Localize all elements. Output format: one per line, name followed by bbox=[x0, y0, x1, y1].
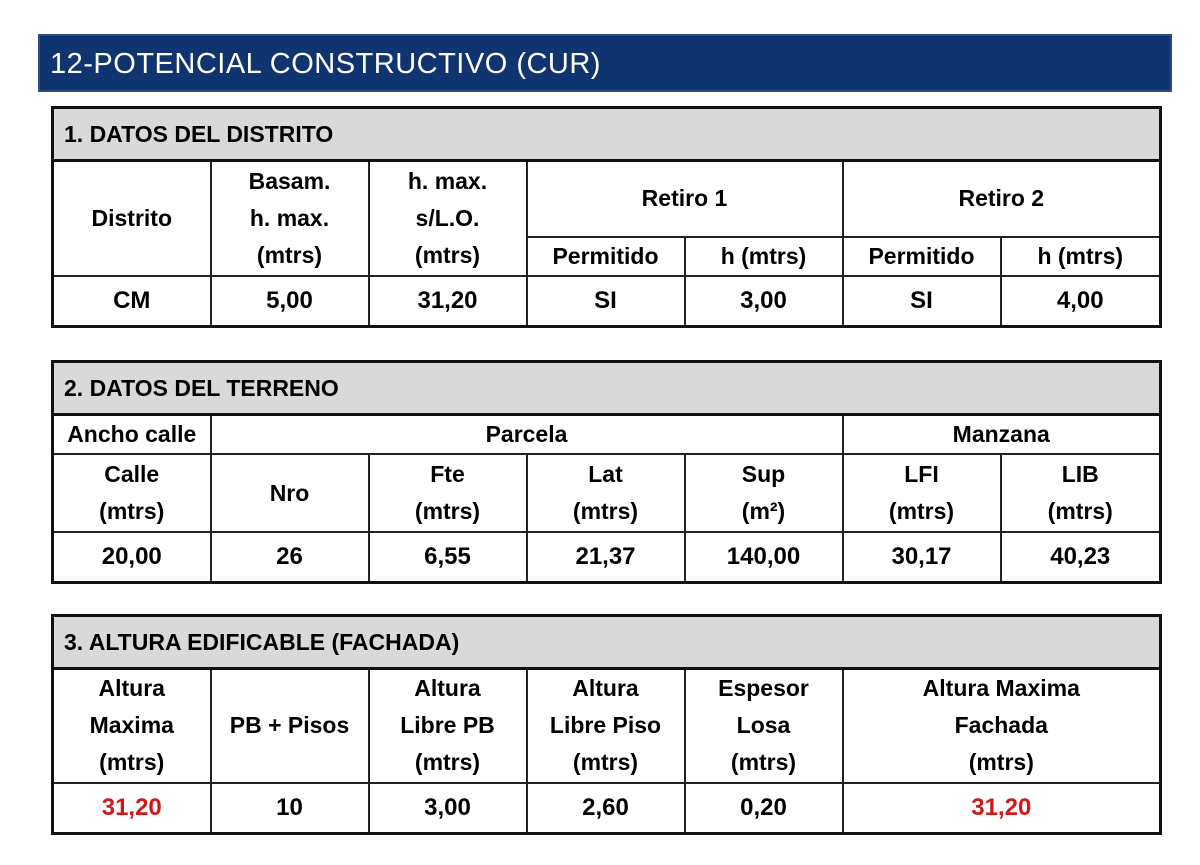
value-altura-libre-piso: 2,60 bbox=[527, 783, 685, 834]
header-line: Fte bbox=[430, 461, 465, 487]
header-line: (mtrs) bbox=[1047, 498, 1113, 524]
header-pb-pisos: PB + Pisos bbox=[211, 669, 369, 783]
header-line: Basam. bbox=[248, 167, 331, 194]
section-title: 1. DATOS DEL DISTRITO bbox=[53, 108, 1161, 161]
header-sup bbox=[685, 454, 843, 532]
value-sup: 140,00 bbox=[685, 532, 843, 583]
header-lib bbox=[1001, 454, 1161, 532]
header-line: (mtrs) bbox=[730, 749, 797, 776]
header-line: (mtrs) bbox=[968, 749, 1034, 776]
altura-table bbox=[51, 614, 1162, 835]
header-line: (m²) bbox=[741, 498, 786, 524]
header-line: LFI bbox=[904, 461, 939, 487]
page-title-bar bbox=[38, 34, 1172, 92]
header-line: s/L.O. bbox=[415, 204, 480, 231]
header-retiro-1: Retiro 1 bbox=[527, 161, 843, 237]
value-basam: 5,00 bbox=[211, 276, 369, 327]
value-retiro1-permitido: SI bbox=[527, 276, 685, 327]
header-line: (mtrs) bbox=[414, 241, 481, 268]
header-line: Altura bbox=[414, 675, 481, 702]
value-hmax: 31,20 bbox=[369, 276, 527, 327]
header-line: LIB bbox=[1061, 461, 1099, 487]
header-distrito: Distrito bbox=[53, 161, 211, 276]
value-fte: 6,55 bbox=[369, 532, 527, 583]
header-fte bbox=[369, 454, 527, 532]
header-h-mtrs: h (mtrs) bbox=[685, 237, 843, 276]
header-hmax bbox=[369, 161, 527, 276]
header-line: Altura Maxima bbox=[922, 675, 1080, 702]
value-altura-maxima: 31,20 bbox=[53, 783, 211, 834]
value-retiro1-h: 3,00 bbox=[685, 276, 843, 327]
header-lat bbox=[527, 454, 685, 532]
header-retiro-2: Retiro 2 bbox=[843, 161, 1161, 237]
header-line: Altura bbox=[98, 675, 165, 702]
value-distrito: CM bbox=[53, 276, 211, 327]
header-altura-maxima bbox=[53, 669, 211, 783]
header-altura-libre-pb bbox=[369, 669, 527, 783]
header-line: (mtrs) bbox=[572, 498, 639, 524]
header-line: Losa bbox=[736, 712, 791, 739]
header-line: Sup bbox=[741, 461, 786, 487]
header-line: (mtrs) bbox=[414, 749, 481, 776]
header-line: (mtrs) bbox=[888, 498, 955, 524]
value-espesor-losa: 0,20 bbox=[685, 783, 843, 834]
header-line: (mtrs) bbox=[572, 749, 639, 776]
value-altura-maxima-fachada: 31,20 bbox=[843, 783, 1161, 834]
header-altura-maxima-fachada bbox=[843, 669, 1161, 783]
value-lib: 40,23 bbox=[1001, 532, 1161, 583]
header-basam bbox=[211, 161, 369, 276]
header-parcela: Parcela bbox=[211, 415, 843, 455]
header-ancho-calle: Ancho calle bbox=[53, 415, 211, 455]
header-permitido: Permitido bbox=[527, 237, 685, 276]
value-lat: 21,37 bbox=[527, 532, 685, 583]
header-line: (mtrs) bbox=[414, 498, 481, 524]
header-line: (mtrs) bbox=[256, 241, 323, 268]
value-retiro2-permitido: SI bbox=[843, 276, 1001, 327]
header-nro: Nro bbox=[211, 454, 369, 532]
header-line: Lat bbox=[588, 461, 623, 487]
header-espesor-losa bbox=[685, 669, 843, 783]
section-title: 2. DATOS DEL TERRENO bbox=[53, 362, 1161, 415]
terreno-table bbox=[51, 360, 1162, 584]
section-title: 3. ALTURA EDIFICABLE (FACHADA) bbox=[53, 616, 1161, 669]
header-line: (mtrs) bbox=[99, 498, 165, 524]
value-lfi: 30,17 bbox=[843, 532, 1001, 583]
header-line: Calle bbox=[104, 461, 160, 487]
header-line: h. max. bbox=[407, 167, 488, 194]
header-line: (mtrs) bbox=[99, 749, 165, 776]
value-altura-libre-pb: 3,00 bbox=[369, 783, 527, 834]
header-lfi bbox=[843, 454, 1001, 532]
value-pb-pisos: 10 bbox=[211, 783, 369, 834]
header-line: Libre Piso bbox=[549, 712, 662, 739]
header-calle bbox=[53, 454, 211, 532]
value-nro: 26 bbox=[211, 532, 369, 583]
header-manzana: Manzana bbox=[843, 415, 1161, 455]
value-calle: 20,00 bbox=[53, 532, 211, 583]
page-title: 12-POTENCIAL CONSTRUCTIVO (CUR) bbox=[50, 48, 601, 80]
value-retiro2-h: 4,00 bbox=[1001, 276, 1161, 327]
header-line: Fachada bbox=[954, 712, 1048, 739]
header-permitido: Permitido bbox=[843, 237, 1001, 276]
header-h-mtrs: h (mtrs) bbox=[1001, 237, 1161, 276]
header-line: Maxima bbox=[89, 712, 174, 739]
header-line: Libre PB bbox=[400, 712, 495, 739]
header-altura-libre-piso bbox=[527, 669, 685, 783]
header-line: Altura bbox=[572, 675, 639, 702]
header-line: Espesor bbox=[718, 675, 809, 702]
distrito-table bbox=[51, 106, 1162, 328]
header-line: h. max. bbox=[249, 204, 330, 231]
